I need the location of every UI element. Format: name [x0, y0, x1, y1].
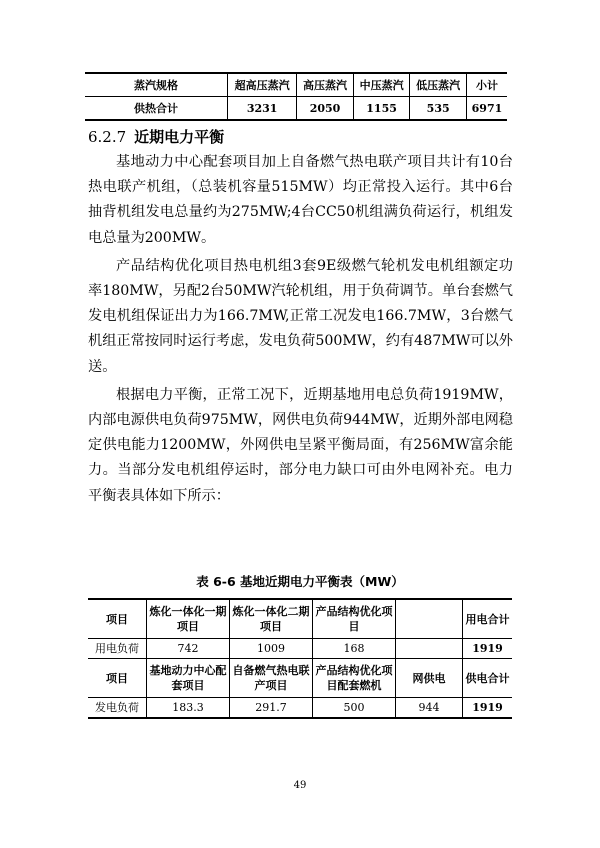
- table-cell: [396, 599, 463, 639]
- table-cell: 1919: [463, 639, 513, 659]
- table-cell: 2050: [297, 97, 354, 121]
- table-cell: 用电合计: [463, 599, 513, 639]
- table-cell: 炼化一体化一期项目: [147, 599, 230, 639]
- table-cell: 944: [396, 698, 463, 719]
- table-cell: 535: [410, 97, 467, 121]
- table-cell: 742: [147, 639, 230, 659]
- table-header-row: [85, 73, 507, 97]
- table-cell: [396, 639, 463, 659]
- table-cell: 1155: [353, 97, 410, 121]
- table-cell: 供热合计: [85, 97, 228, 121]
- table-cell: 低压蒸汽: [410, 73, 467, 97]
- table-cell: 1009: [230, 639, 313, 659]
- power-balance-table: [88, 598, 512, 719]
- table-cell: 基地动力中心配套项目: [147, 659, 230, 698]
- table-cell: 183.3: [147, 698, 230, 719]
- table-cell: 项目: [88, 659, 147, 698]
- paragraph-2: 产品结构优化项目热电机组3套9E级燃气轮机发电机组额定功率180MW，另配2台50MW汽轮机组，用于负荷调节。单台套燃气发电机组保证出力为166.7MW,正常工况发电166.7MW，3台燃气机组正常按同时运行考虑，发电负荷500MW，约有487MW可以外送。: [88, 257, 513, 375]
- table-cell: 500: [313, 698, 396, 719]
- table-cell: 168: [313, 639, 396, 659]
- table-cell: 项目: [88, 599, 147, 639]
- table-cell: 1919: [463, 698, 513, 719]
- table-cell: 发电负荷: [88, 698, 147, 719]
- table-cell: 291.7: [230, 698, 313, 719]
- table-cell: 产品结构优化项目: [313, 599, 396, 639]
- table-row: [88, 639, 512, 659]
- table-cell: 3231: [228, 97, 297, 121]
- table-cell: 炼化一体化二期项目: [230, 599, 313, 639]
- table-cell: 网供电: [396, 659, 463, 698]
- steam-supply-table: [85, 72, 507, 121]
- table-caption: 表 6-6 基地近期电力平衡表（MW）: [196, 574, 404, 589]
- table-row: [85, 97, 507, 121]
- table-cell: 供电合计: [463, 659, 513, 698]
- table-cell: 蒸汽规格: [85, 73, 228, 97]
- table-cell: 中压蒸汽: [353, 73, 410, 97]
- table-cell: 自备燃气热电联产项目: [230, 659, 313, 698]
- page-number: 49: [293, 780, 307, 791]
- table-header-row: [88, 599, 512, 639]
- table-cell: 高压蒸汽: [297, 73, 354, 97]
- section-number: 6.2.7: [88, 128, 127, 146]
- section-heading: [88, 126, 224, 147]
- table-header-row: [88, 659, 512, 698]
- table-cell: 小计: [466, 73, 507, 97]
- table-cell: 用电负荷: [88, 639, 147, 659]
- table-cell: 6971: [466, 97, 507, 121]
- table-cell: 超高压蒸汽: [228, 73, 297, 97]
- table-cell: 产品结构优化项目配套燃机: [313, 659, 396, 698]
- body-text: [88, 150, 513, 509]
- section-title: 近期电力平衡: [134, 128, 225, 146]
- table-row: [88, 698, 512, 719]
- paragraph-1: 基地动力中心配套项目加上自备燃气热电联产项目共计有10台热电联产机组，（总装机容量515MW）均正常投入运行。其中6台抽背机组发电总量约为275MW;4台CC50机组满负荷运行，机组发电总量为200MW。: [88, 154, 513, 246]
- paragraph-3: 根据电力平衡，正常工况下，近期基地用电总负荷1919MW，内部电源供电负荷975MW，网供电负荷944MW，近期外部电网稳定供电能力1200MW，外网供电呈紧平衡局面，有256MW富余能力。当部分发电机组停运时，部分电力缺口可由外电网补充。电力平衡表具体如下所示：: [88, 386, 513, 504]
